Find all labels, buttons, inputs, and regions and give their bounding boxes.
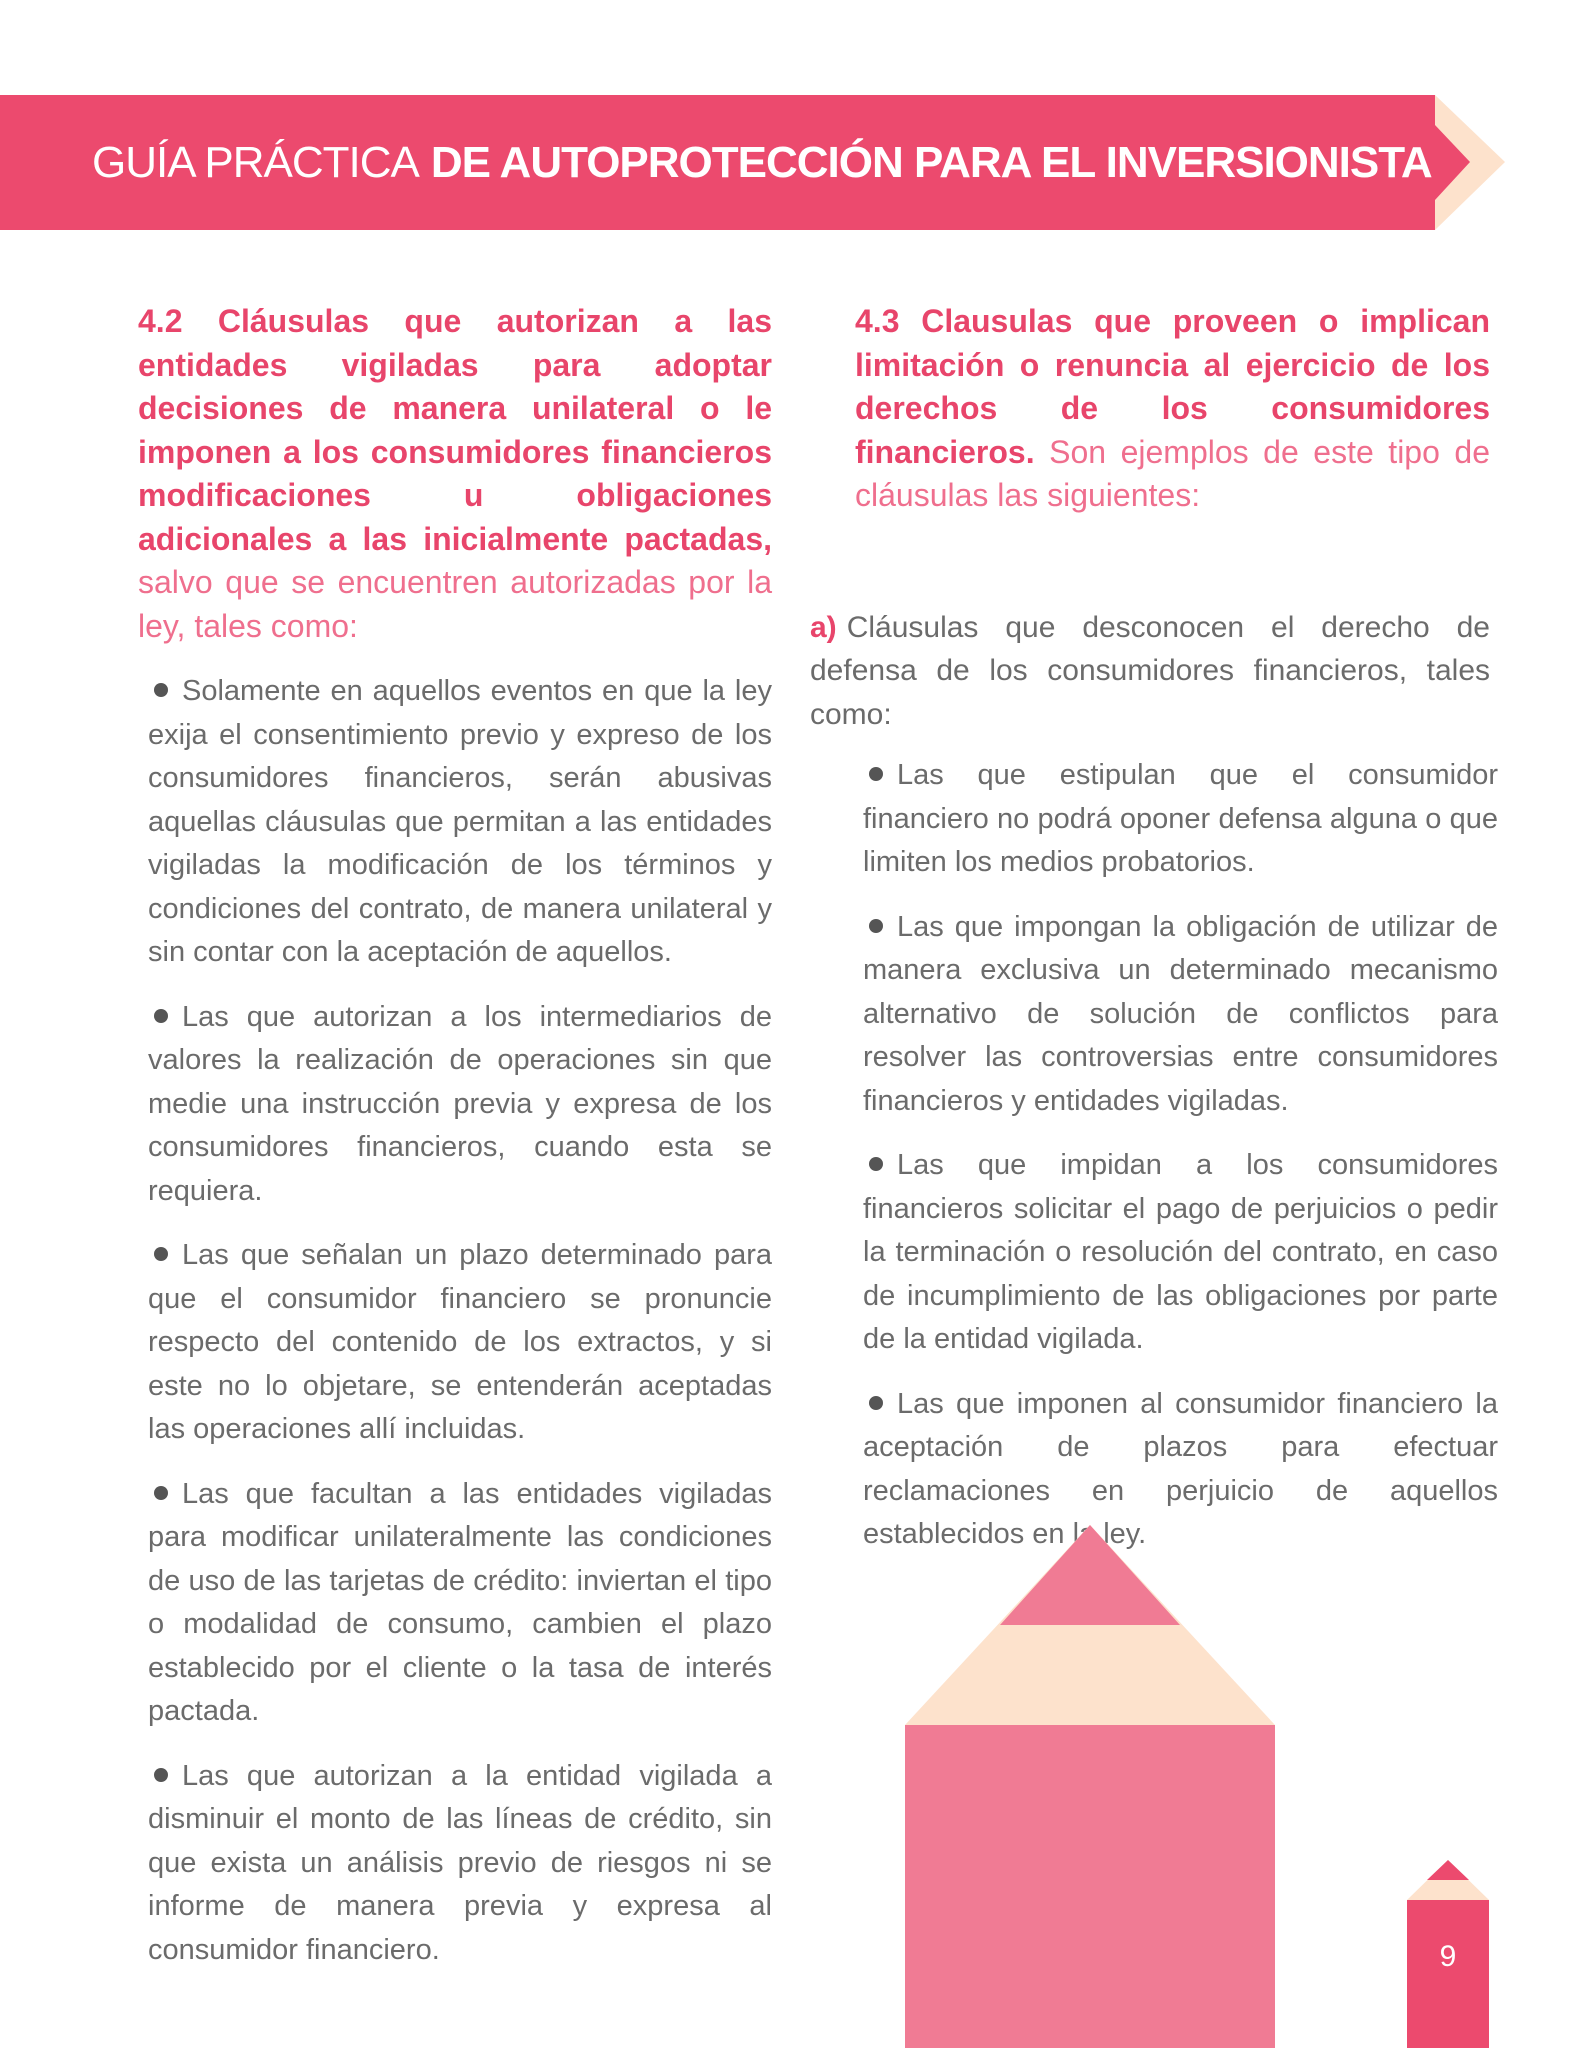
section-4-2-intro: salvo que se encuentren autorizadas por la ley, tales como: [138,564,772,644]
right-column [810,300,1498,1578]
bullet-dot-icon [154,1247,168,1261]
list-item: Las que impongan la obligación de utilizar de manera exclusiva un determinado mecanismo alternativo de solución de conflictos para resolver las controversias entre consumidores financieros y entidades vigiladas. [863,910,1498,1117]
list-item: Las que autorizan a la entidad vigilada a disminuir el monto de las líneas de crédito, sin que exista un análisis previo de riesgos ni se informe de manera previa y expresa al consumidor financiero. [148,1759,772,1966]
list-item: Solamente en aquellos eventos en que la ley exija el consentimiento previo y expreso de los consumidores financieros, serán abusivas aquellas cláusulas que permitan a las entidades vigiladas la modificación de los términos y condiciones del contrato, de manera unilateral y sin contar con la aceptación de aquellos. [148,675,772,968]
title-light: GUÍA PRÁCTICA [92,137,419,187]
section-4-3-heading [855,300,1490,518]
title-bold: DE AUTOPROTECCIÓN PARA EL INVERSIONISTA [430,137,1432,187]
left-column [138,300,772,1993]
list-item: Las que señalan un plazo determinado para que el consumidor financiero se pronuncie respecto del contenido de los extractos, y si este no lo objetare, se entenderán aceptadas las operaciones allí incluidas. [148,1239,772,1445]
subsection-a [810,606,1490,737]
list-item: Las que facultan a las entidades vigiladas para modificar unilateralmente las condiciones de uso de las tarjetas de crédito: inviertan el tipo o modalidad de consumo, cambien el plazo establecido por el cliente o la tasa de interés pactada. [148,1477,772,1727]
bullet-dot-icon [869,1157,883,1171]
section-4-2-list [148,670,772,1972]
subsection-letter: a) [810,610,837,644]
list-item: Las que imponen al consumidor financiero la aceptación de plazos para efectuar reclamaciones en perjuicio de aquellos establecidos en la ley. [863,1387,1498,1550]
page-number: 9 [1439,1940,1457,1973]
header-pencil-tip-icon [1430,95,1510,230]
bullet-dot-icon [154,1768,168,1782]
bullet-dot-icon [869,1396,883,1410]
bullet-dot-icon [154,1486,168,1500]
bullet-dot-icon [869,767,883,781]
list-item: Las que estipulan que el consumidor financiero no podrá oponer defensa alguna o que limiten los medios probatorios. [863,759,1498,878]
list-item: Las que autorizan a los intermediarios de valores la realización de operaciones sin que medie una instrucción previa y expresa de los consumidores financieros, cuando esta se requiera. [148,1000,772,1207]
section-4-2-heading [138,300,772,648]
subsection-text: Cláusulas que desconocen el derecho de defensa de los consumidores financieros, tales como: [810,610,1490,731]
bullet-dot-icon [869,919,883,933]
section-4-3-title: 4.3 Clausulas que proveen o implican limitación o renuncia al ejercicio de los derechos de los consumidores financieros. [855,303,1490,470]
list-item: Las que impidan a los consumidores financieros solicitar el pago de perjuicios o pedir la terminación o resolución del contrato, en caso de incumplimiento de las obligaciones por parte de la entidad vigilada. [863,1149,1498,1355]
section-4-3-list [863,754,1498,1557]
page-title [92,95,1432,230]
bullet-dot-icon [154,683,168,697]
pencil-illustration-icon [905,1525,1275,2048]
section-4-3-intro: Son ejemplos de este tipo de cláusulas las siguientes: [855,433,1491,513]
section-4-2-title: 4.2 Cláusulas que autorizan a las entidades vigiladas para adoptar decisiones de manera unilateral o le imponen a los consumidores financieros modificaciones u obligaciones adicionales a las inicialmente pactadas, [138,303,772,557]
bullet-dot-icon [154,1009,168,1023]
